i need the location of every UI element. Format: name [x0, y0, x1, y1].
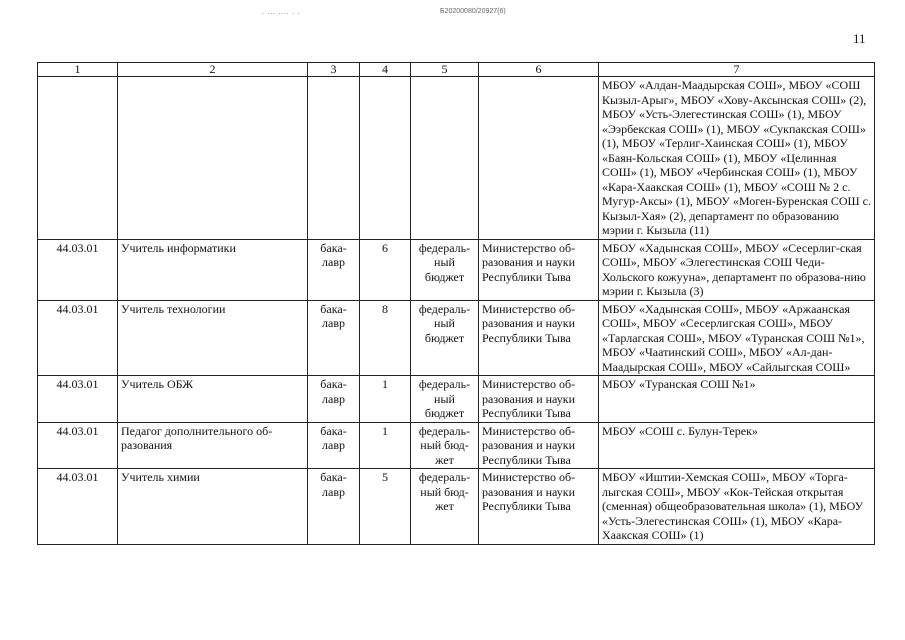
ministry-cell: Министерство об- разования и науки Республики Тыва — [479, 469, 599, 545]
funding-cell: федераль- ный бюд- жет — [411, 469, 479, 545]
empty-cell — [479, 77, 599, 240]
ministry-cell: Министерство об- разования и науки Республики Тыва — [479, 239, 599, 300]
degree-cell: бака- лавр — [308, 422, 360, 469]
schools-cell: МБОУ «Хадынская СОШ», МБОУ «Аржаанская СОШ», МБОУ «Сесерлигская СОШ», МБОУ «Тарлагская СОШ», МБОУ «Туранская СОШ №1», МБОУ «Чаатинский СОШ», МБОУ «Ал-дан-Маадырская СОШ», МБОУ «Сайлыгская СОШ» — [599, 300, 875, 376]
empty-cell — [38, 77, 118, 240]
ministry-cell: Министерство об- разования и науки Республики Тыва — [479, 376, 599, 423]
schools-cell: МБОУ «Хадынская СОШ», МБОУ «Сесерлиг-ская СОШ», МБОУ «Элегестинская СОШ Чеди-Хольского кожууна», департамент по образова-нию мэрии г. Кызыла (3) — [599, 239, 875, 300]
table-row — [38, 239, 875, 300]
count-cell: 1 — [360, 376, 411, 423]
document-table — [37, 62, 875, 545]
column-header: 6 — [479, 63, 599, 77]
degree-cell: бака- лавр — [308, 300, 360, 376]
code-cell: 44.03.01 — [38, 300, 118, 376]
funding-cell: федераль- ный бюджет — [411, 239, 479, 300]
name-cell: Учитель технологии — [118, 300, 308, 376]
code-cell: 44.03.01 — [38, 239, 118, 300]
count-cell: 1 — [360, 422, 411, 469]
code-cell: 44.03.01 — [38, 422, 118, 469]
code-cell: 44.03.01 — [38, 469, 118, 545]
ministry-cell: Министерство об- разования и науки Республики Тыва — [479, 422, 599, 469]
name-cell: Педагог дополнительного об- разования — [118, 422, 308, 469]
empty-cell — [118, 77, 308, 240]
page-number: 11 — [853, 31, 866, 46]
empty-cell — [411, 77, 479, 240]
ministry-cell: Министерство об- разования и науки Республики Тыва — [479, 300, 599, 376]
column-header: 1 — [38, 63, 118, 77]
column-header: 4 — [360, 63, 411, 77]
schools-cell: МБОУ «СОШ с. Булун-Терек» — [599, 422, 875, 469]
count-cell: 6 — [360, 239, 411, 300]
count-cell: 8 — [360, 300, 411, 376]
degree-cell: бака- лавр — [308, 239, 360, 300]
funding-cell: федераль- ный бюд- жет — [411, 422, 479, 469]
column-header: 3 — [308, 63, 360, 77]
degree-cell: бака- лавр — [308, 469, 360, 545]
name-cell: Учитель информатики — [118, 239, 308, 300]
column-header: 7 — [599, 63, 875, 77]
schools-cell: МБОУ «Алдан-Маадырская СОШ», МБОУ «СОШ Кызыл-Арыг», МБОУ «Хову-Аксынская СОШ» (2), МБОУ «Усть-Элегестинская СОШ» (1), МБОУ «Ээрбекская СОШ» (1), МБОУ «Сукпакская СОШ» (1), МБОУ «Терлиг-Хаинская СОШ» (1), МБОУ «Баян-Кольская СОШ» (1), МБОУ «Целинная СОШ» (1), МБОУ «Чербинская СОШ» (1), МБОУ «Кара-Хаакская СОШ» (1), МБОУ «СОШ № 2 с. Мугур-Аксы» (1), МБОУ «Моген-Буренская СОШ с. Кызыл-Хая» (2), департамент по образованию мэрии г. Кызыла (11) — [599, 77, 875, 240]
table-row — [38, 376, 875, 423]
table-row — [38, 469, 875, 545]
column-header: 5 — [411, 63, 479, 77]
table-row — [38, 422, 875, 469]
name-cell: Учитель ОБЖ — [118, 376, 308, 423]
column-header: 2 — [118, 63, 308, 77]
funding-cell: федераль- ный бюджет — [411, 376, 479, 423]
funding-cell: федераль- ный бюджет — [411, 300, 479, 376]
scan-marks: . ... .... . . — [262, 8, 301, 16]
empty-cell — [360, 77, 411, 240]
header-row — [38, 63, 875, 77]
name-cell: Учитель химии — [118, 469, 308, 545]
degree-cell: бака- лавр — [308, 376, 360, 423]
code-cell: 44.03.01 — [38, 376, 118, 423]
schools-cell: МБОУ «Туранская СОШ №1» — [599, 376, 875, 423]
empty-cell — [308, 77, 360, 240]
schools-cell: МБОУ «Иштии-Хемская СОШ», МБОУ «Торга-лыгская СОШ», МБОУ «Кок-Тейская открытая (сменная) общеобразовательная школа» (1), МБОУ «Усть-Элегестинская СОШ» (1), МБОУ «Кара-Хаакская СОШ» (1) — [599, 469, 875, 545]
document-id: Б20200080/20927(6) — [440, 8, 506, 15]
table-row — [38, 300, 875, 376]
count-cell: 5 — [360, 469, 411, 545]
continuation-row — [38, 77, 875, 240]
